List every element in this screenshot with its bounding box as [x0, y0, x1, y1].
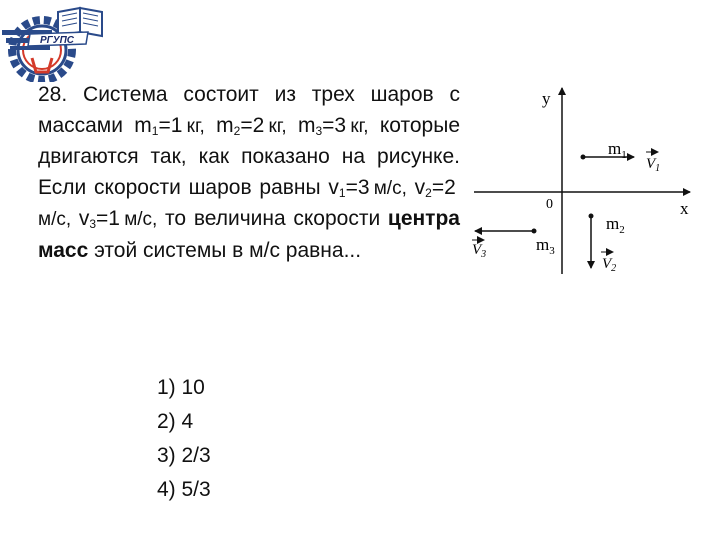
velocity-3: $v_3=1$ м/с, [78, 207, 158, 231]
motion-diagram [470, 82, 700, 276]
x-axis-label: x [680, 199, 689, 218]
velocity-2-label: $V_2$ [602, 256, 617, 274]
origin-label: 0 [546, 197, 553, 212]
problem-intro: Система состоит из трех шаров с массами [38, 83, 460, 137]
answer-option: 3) 2/3 [157, 444, 211, 467]
logo-banner [28, 32, 88, 46]
problem-then: то величина скорости [165, 207, 381, 230]
mass-2: $m_2=2$ кг, [216, 113, 287, 138]
mass-3-label: $m_3$ [536, 235, 555, 257]
answer-option: 2) 4 [157, 410, 194, 433]
mass-2-label: $m_2$ [606, 214, 625, 236]
problem-bold-term: центра масс [38, 207, 460, 262]
velocity-1-label: $V_1$ [646, 156, 661, 174]
answer-option: 4) 5/3 [157, 478, 211, 501]
mass-3: $m_3=3$ кг, [297, 113, 369, 138]
problem-statement [38, 80, 460, 266]
problem-end: этой системы в м/с равна... [94, 238, 362, 262]
velocity-1: $v_1=3$ м/с, [328, 175, 407, 200]
answer-list [157, 371, 211, 507]
problem-middle: которые двигаются так, как показано на рисунке. Если скорости шаров равны [38, 113, 460, 199]
mass-1: $m_1=1$ кг, [134, 113, 205, 138]
velocity-2: $v_2=2$ м/с, [38, 175, 456, 230]
y-axis-label: y [542, 89, 551, 108]
problem-number: 28. [38, 83, 68, 106]
logo-text: РГУПС [40, 35, 74, 46]
answer-option: 1) 10 [157, 376, 205, 399]
university-logo [2, 2, 106, 82]
velocity-3-label: $V_3$ [472, 242, 487, 260]
mass-1-label: $m_1$ [608, 139, 627, 161]
